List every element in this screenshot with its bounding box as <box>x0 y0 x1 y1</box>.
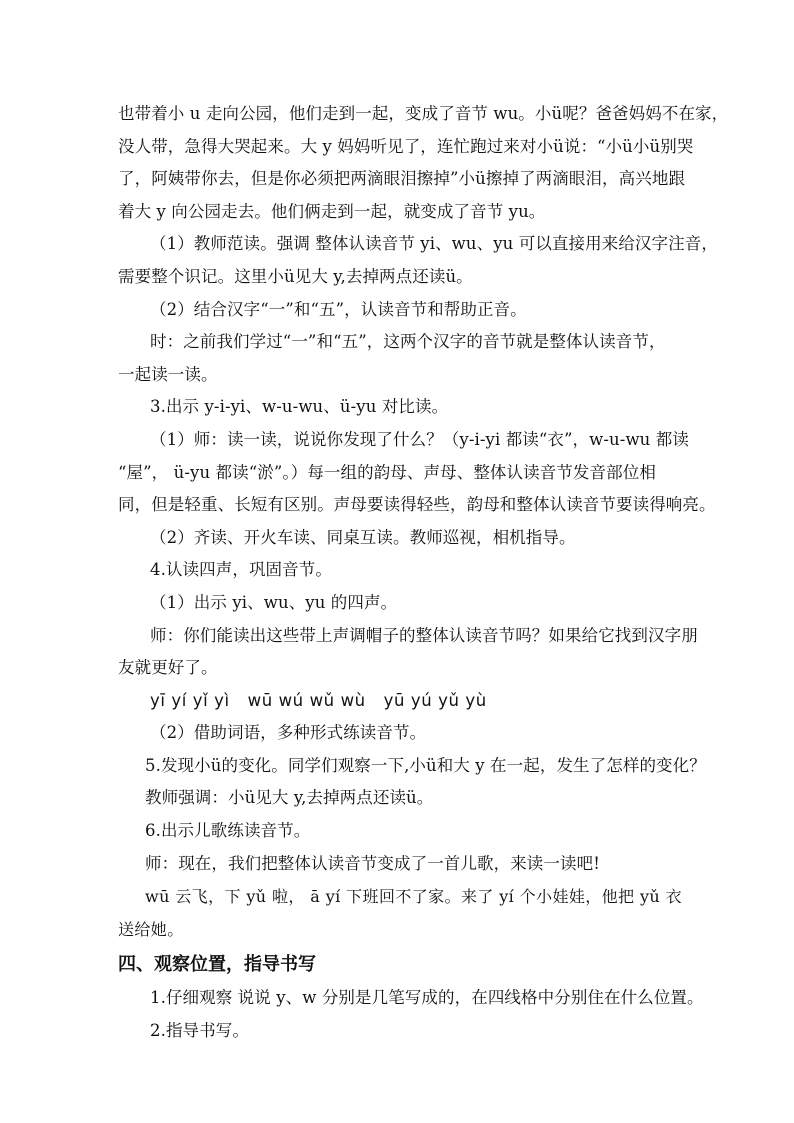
tones-wu: wū wú wǔ wù <box>247 690 366 710</box>
story-line-1: 也带着小 u 走向公园，他们走到一起，变成了音节 wu。小ü呢？爸爸妈妈不在家， <box>118 104 729 123</box>
document-body <box>118 98 729 1047</box>
step-1-line-2: 需要整个识记。这里小ü见大 y,去掉两点还读ü。 <box>118 266 473 286</box>
step-2: （2）结合汉字“一”和“五”，认读音节和帮助正音。 <box>150 299 527 319</box>
rhyme-line-1: wū 云飞，下 yǔ 啦， ā yí 下班回不了家。来了 yí 个小娃娃，他把 yǔ 衣 <box>145 887 682 907</box>
tones-yi: yī yí yǐ yì <box>150 690 230 710</box>
item-4-1: （1）出示 yi、wu、yu 的四声。 <box>150 592 398 612</box>
story-line-3: 了，阿姨带你去，但是你必须把两滴眼泪擦掉”小ü擦掉了两滴眼泪，高兴地跟 <box>118 169 686 189</box>
teacher-question-line-1: 师：你们能读出这些带上声调帽子的整体认读音节吗？如果给它找到汉字朋 <box>150 625 698 645</box>
story-line-2: 没人带，急得大哭起来。大 y 妈妈听见了，连忙跑过来对小ü说：“小ü小ü别哭 <box>118 136 694 156</box>
item-3-1-line-3: 同，但是轻重、长短有区别。声母要读得轻些，韵母和整体认读音节要读得响亮。 <box>118 495 716 515</box>
teacher-question-line-2: 友就更好了。 <box>118 658 218 678</box>
item-3-2: （2）齐读、开火车读、同桌互读。教师巡视，相机指导。 <box>150 527 576 547</box>
story-line-4: 着大 y 向公园走去。他们俩走到一起，就变成了音节 yu。 <box>118 201 546 221</box>
teacher-line-1: 时：之前我们学过“一”和“五”，这两个汉字的音节就是整体认读音节， <box>150 332 666 352</box>
section-4-item-1: 1.仔细观察 说说 y、w 分别是几笔写成的，在四线格中分别住在什么位置。 <box>150 988 704 1008</box>
item-5: 5.发现小ü的变化。同学们观察一下,小ü和大 y 在一起，发生了怎样的变化？ <box>145 755 706 775</box>
teacher-emphasis: 教师强调：小ü见大 y,去掉两点还读ü。 <box>145 788 434 808</box>
item-6: 6.出示儿歌练读音节。 <box>145 821 311 841</box>
tones-yu: yū yú yǔ yù <box>383 690 487 710</box>
item-4: 4.认读四声，巩固音节。 <box>150 560 332 580</box>
item-3-1-line-1: （1）师：读一读，说说你发现了什么？（y-i-yi 都读“衣”，w-u-wu 都读 <box>150 429 689 449</box>
section-4-item-2: 2.指导书写。 <box>150 1020 249 1040</box>
section-4-heading: 四、观察位置，指导书写 <box>118 954 316 976</box>
item-3-1-line-2: “屋”， ü-yu 都读“淤”。）每一组的韵母、声母、整体认读音节发音部位相 <box>118 462 656 482</box>
step-1-line-1: （1）教师范读。强调 整体认读音节 yi、wu、yu 可以直接用来给汉字注音， <box>150 234 718 254</box>
item-3: 3.出示 y-i-yi、w-u-wu、ü-yu 对比读。 <box>150 397 449 417</box>
teacher-line-2: 一起读一读。 <box>118 364 218 384</box>
tone-row <box>118 685 680 718</box>
teacher-rhyme-intro: 师：现在，我们把整体认读音节变成了一首儿歌，来读一读吧! <box>145 853 600 873</box>
item-4-2: （2）借助词语，多种形式练读音节。 <box>150 723 427 743</box>
rhyme-line-2: 送给她。 <box>118 920 184 940</box>
